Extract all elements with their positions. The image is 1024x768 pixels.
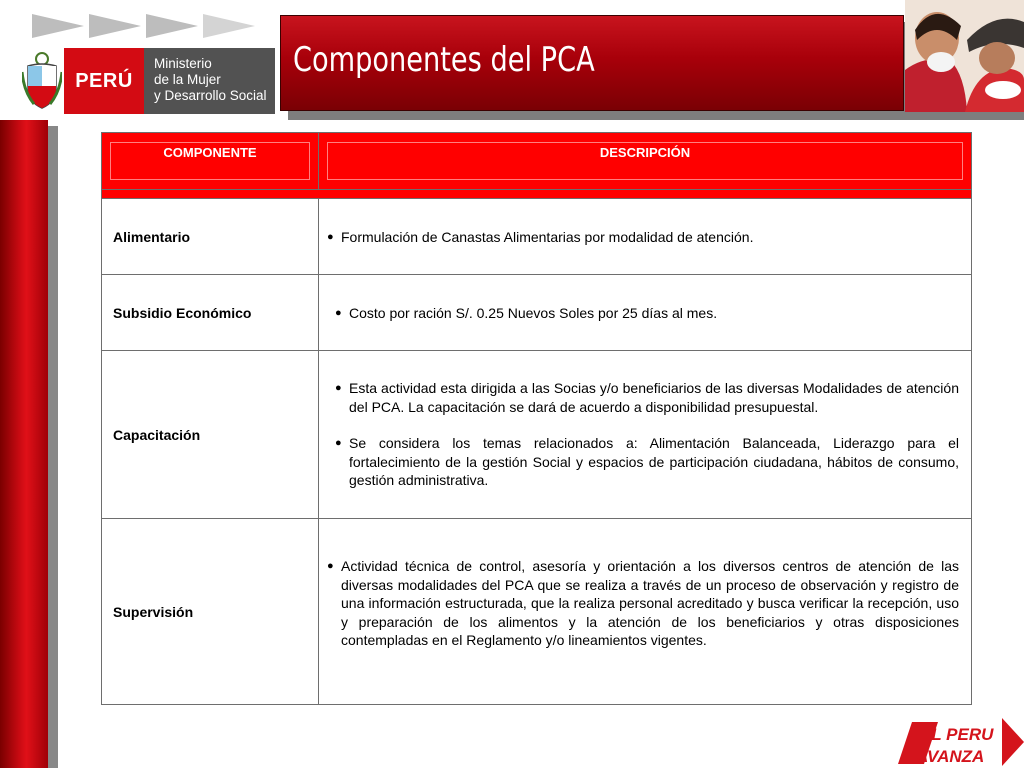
- bullet-text: Se considera los temas relacionados a: Alimentación Balanceada, Liderazgo para el fortalecimiento de la gestión Social y espacios de participación ciudadana, hábitos de consumo, gestión administrativa.: [349, 435, 959, 489]
- bullet-item: [319, 557, 971, 650]
- components-table: [101, 132, 972, 705]
- component-description: [319, 199, 972, 275]
- bullet-icon: ●: [335, 382, 342, 395]
- bullet-item: [319, 434, 971, 490]
- ministry-logo: [22, 48, 275, 114]
- bullet-text: Costo por ración S/. 0.25 Nuevos Soles por 25 días al mes.: [349, 305, 718, 322]
- column-header-component: COMPONENTE: [110, 142, 310, 180]
- title-banner: [280, 15, 904, 111]
- component-description: [319, 275, 972, 351]
- component-name: Supervisión: [102, 519, 319, 705]
- table-row: [102, 519, 972, 705]
- peru-label: PERÚ: [64, 48, 144, 114]
- component-name: Subsidio Económico: [102, 275, 319, 351]
- children-photo: [905, 0, 1024, 112]
- bullet-icon: ●: [327, 231, 334, 244]
- bullet-text: Actividad técnica de control, asesoría y orientación a los diversos centros de atención de las diversas modalidades del PCA que se realiza a través de un proceso de observación y registro de una información estructurada, que la realiza personal acreditado y busca verificar la recepción, uso y preparación de los alimentos y la atención de los beneficiarios y otras disposiciones contempladas en el Reglamento y/o lineamientos vigentes.: [341, 558, 959, 648]
- header-underline: [102, 190, 972, 199]
- ministry-line: y Desarrollo Social: [154, 88, 267, 103]
- table-row: [102, 199, 972, 275]
- arrow-icon: [89, 14, 141, 38]
- bullet-text: Formulación de Canastas Alimentarias por modalidad de atención.: [341, 229, 754, 246]
- el-peru-avanza-logo: [898, 718, 1024, 768]
- header-arrows: [32, 14, 262, 38]
- logo-line-2: AVANZA: [916, 747, 985, 766]
- bullet-item: [319, 379, 971, 416]
- bullet-icon: ●: [327, 560, 334, 572]
- side-decoration-bar: [0, 120, 48, 768]
- component-name: Alimentario: [102, 199, 319, 275]
- ministry-name: [144, 48, 275, 114]
- children-photo-image: [905, 0, 1024, 112]
- table-row: [102, 351, 972, 519]
- arrow-icon: [146, 14, 198, 38]
- component-description: [319, 519, 972, 705]
- column-header-description: DESCRIPCIÓN: [327, 142, 963, 180]
- table-spacer-row: [102, 190, 972, 199]
- header-cell-description: [319, 133, 972, 190]
- ministry-line: Ministerio: [154, 56, 212, 71]
- component-name: Capacitación: [102, 351, 319, 519]
- logo-line-1: EL PERU: [920, 725, 994, 744]
- table-header-row: [102, 133, 972, 190]
- bullet-item: [319, 304, 971, 323]
- page-title: Componentes del PCA: [293, 40, 595, 80]
- arrow-icon: [32, 14, 84, 38]
- side-bar-shadow: [48, 126, 58, 768]
- header-cell-component: [102, 133, 319, 190]
- bullet-item: [319, 228, 971, 247]
- coat-of-arms-icon: [22, 52, 62, 110]
- table-row: [102, 275, 972, 351]
- arrow-icon: [203, 14, 255, 38]
- component-description: [319, 351, 972, 519]
- bullet-icon: ●: [335, 307, 342, 320]
- ministry-line: de la Mujer: [154, 72, 221, 87]
- bullet-text: Esta actividad esta dirigida a las Socias y/o beneficiarios de las diversas Modalidades de atención del PCA. La capacitación se dará de acuerdo a disponibilidad presupuestal.: [349, 380, 959, 415]
- bullet-icon: ●: [335, 437, 342, 450]
